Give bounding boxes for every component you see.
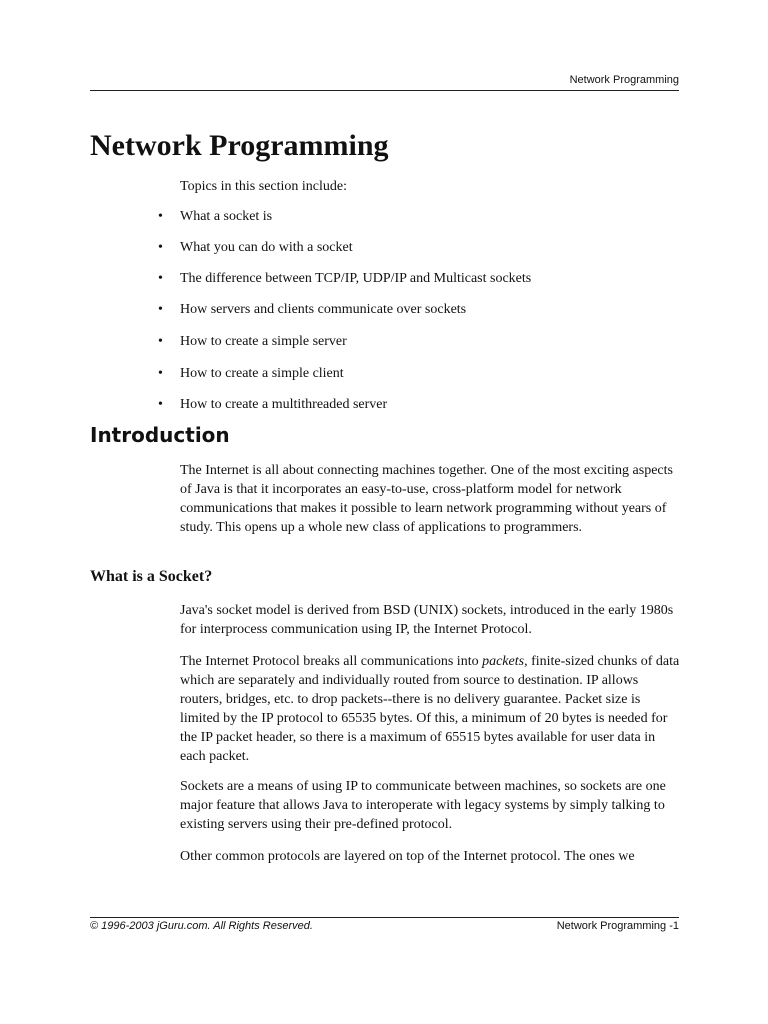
topic-text: How to create a multithreaded server bbox=[180, 397, 388, 412]
bullet-glyph: • bbox=[158, 240, 163, 255]
topic-text: The difference between TCP/IP, UDP/IP and Multicast sockets bbox=[180, 271, 532, 286]
topic-text: What a socket is bbox=[180, 209, 273, 224]
topic-text: What you can do with a socket bbox=[180, 240, 353, 255]
footer-page-number: Network Programming -1 bbox=[556, 920, 679, 932]
topic-text: How to create a simple client bbox=[180, 366, 344, 381]
bullet-glyph: • bbox=[158, 271, 163, 286]
emphasis-packets: packets bbox=[482, 654, 525, 669]
bullet-glyph: • bbox=[158, 366, 163, 381]
page-title: Network Programming bbox=[90, 129, 389, 162]
topics-intro: Topics in this section include: bbox=[180, 179, 347, 194]
introduction-paragraph: The Internet is all about connecting machines together. One of the most exciting aspects of Java is that it incorporates an easy-to-use, cross-platform model for network communications that makes it possible to learn network programming without years of study. This opens up a whole new class of applications to programmers. bbox=[180, 463, 673, 535]
footer-copyright: © 1996-2003 jGuru.com. All Rights Reserved. bbox=[90, 920, 313, 932]
bullet-glyph: • bbox=[158, 209, 163, 224]
bullet-glyph: • bbox=[158, 334, 163, 349]
socket-heading: What is a Socket? bbox=[90, 568, 213, 585]
socket-paragraph-4: Other common protocols are layered on top of the Internet protocol. The ones we bbox=[180, 849, 635, 864]
bullet-glyph: • bbox=[158, 397, 163, 412]
socket-paragraph-1: Java's socket model is derived from BSD (UNIX) sockets, introduced in the early 1980s for interprocess communication using IP, the Internet Protocol. bbox=[180, 603, 674, 637]
introduction-heading: Introduction bbox=[90, 423, 230, 447]
socket-paragraph-2 bbox=[180, 652, 680, 766]
topic-text: How to create a simple server bbox=[180, 334, 347, 349]
paragraph-text: , finite-sized chunks of data which are separately and individually routed from source to destination. IP allows routers, bridges, etc. to drop packets--there is no delivery guarantee. Packet size is limited by the IP protocol to 65535 bytes. Of this, a minimum of 20 bytes is needed for the IP packet header, so there is a maximum of 65515 bytes available for user data in each packet. bbox=[180, 654, 680, 764]
running-header: Network Programming bbox=[569, 74, 679, 86]
bullet-glyph: • bbox=[158, 302, 163, 317]
topic-text: How servers and clients communicate over sockets bbox=[180, 302, 467, 317]
footer-rule bbox=[90, 917, 679, 918]
paragraph-text: The Internet Protocol breaks all communications into bbox=[180, 654, 483, 669]
header-rule bbox=[90, 90, 679, 91]
socket-paragraph-3: Sockets are a means of using IP to communicate between machines, so sockets are one major feature that allows Java to interoperate with legacy systems by simply talking to existing servers using their pre-defined protocol. bbox=[180, 779, 666, 832]
